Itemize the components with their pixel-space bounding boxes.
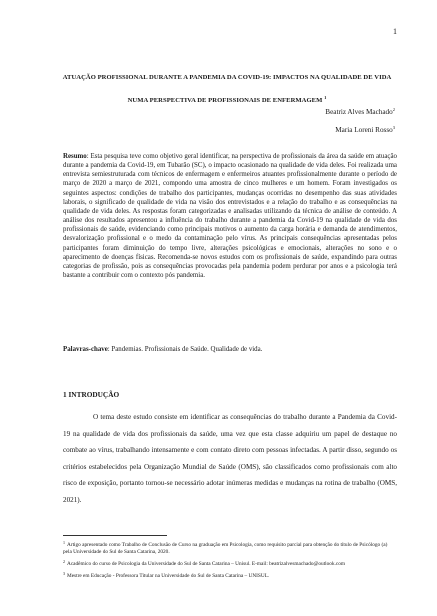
footnote-1-mark: 1 [63, 540, 65, 545]
author-2-mark: 3 [392, 125, 395, 130]
author-1-mark: 2 [392, 107, 395, 112]
abstract-text: : Esta pesquisa teve como objetivo geral identificar, na perspectiva de profissionais da área da saúde em atuação durante a pandemia da Covid-19, em Tubarão (SC), o impacto ocasionado na qualidade de vida deles. Foi realizada uma entrevista semiestruturada com técnicos de enfermagem e enfermeiros atuantes profissionalmente durante o período de março de 2020 a março de 2021, compondo uma amostra de cinco mulheres e um homem. Foram investigados os seguintes aspectos: condições de trabalho dos participantes, mudanças ocorridas no desempenho das suas atividades laborais, o significado de qualidade de vida na visão dos entrevistados e a relação do trabalho e as consequências na qualidade de vida deles. As respostas foram categorizadas e analisadas utilizando da técnica de análise de conteúdo. A análise dos resultados apresentou a influência do trabalho durante a pandemia da Covid-19 na qualidade de vida dos profissionais de saúde, evidenciando como principais motivos o aumento da carga horária e demanda de atendimentos, desvalorização profissional e o medo da contaminação pelo vírus. As principais consequências apresentadas pelos participantes foram diminuição do tempo livre, alterações psicológicas e emocionais, alterações no sono e o aparecimento de doenças físicas. Recomenda-se novos estudos com os profissionais de saúde, expandindo para outras categorias de profissão, pois as consequências provocadas pela pandemia podem perdurar por anos e a psicologia terá bastante a contribuir com o contexto pós pandemia. [63, 153, 397, 280]
paper-title [55, 68, 399, 111]
footnotes [63, 539, 397, 581]
intro-paragraph: O tema deste estudo consiste em identificar as consequências do trabalho durante a Pandemia da Covid-19 na qualidade de vida dos profissionais da saúde, uma vez que esta classe adquiriu um papel de destaque no combate ao vírus, trabalhando intensamente e com contato direto com pessoas infectadas. A partir disso, segundo os critérios estabelecidos pela Organização Mundial de Saúde (OMS), são classificados como profissionais com alto risco de exposição, portanto tornou-se necessário adotar inúmeras medidas e mudanças na rotina de trabalho (OMS, 2021). [63, 413, 397, 504]
footnote-1 [63, 539, 397, 556]
footnote-3-text: Mestre em Educação - Professora Titular na Universidade do Sul de Santa Catarina – UNISUL. [67, 572, 270, 579]
abstract-label: Resumo [63, 153, 87, 160]
footnote-3-mark: 3 [63, 570, 65, 576]
footnote-1-text: Artigo apresentado como Trabalho de Conclusão de Curso na graduação em Psicologia, como requisito parcial para obtenção do título de Psicólogo (a) pela Universidade do Sul de Santa Catarina, 2020. [63, 542, 388, 556]
section-heading: 1 INTRODUÇÃO [63, 390, 120, 399]
author-1 [325, 107, 395, 116]
footnote-divider [63, 535, 167, 536]
author-1-name: Beatriz Alves Machado [325, 108, 393, 116]
page-number: 1 [393, 27, 397, 36]
keywords-label: Palavras-chave [63, 346, 108, 353]
author-2-name: Maria Loreni Rosso [335, 126, 393, 134]
title-footnote-mark: 1 [324, 95, 327, 100]
author-2 [335, 125, 395, 134]
footnote-3 [63, 570, 397, 580]
keywords [63, 346, 397, 353]
footnote-2-text: Acadêmico do curso de Psicologia da Universidade do Sul de Santa Catarina – Unisul. E-mail: beatrizalvesmachado@outlook.com [67, 560, 346, 567]
keywords-text: : Pandemias. Profissionais de Saúde. Qualidade de vida. [107, 346, 263, 353]
paper-title-text: ATUAÇÃO PROFISSIONAL DURANTE A PANDEMIA DA COVID-19: IMPACTOS NA QUALIDADE DE VIDA NUMA PERSPECTIVA DE PROFISSIONAIS DE ENFERMAGEM [62, 74, 392, 104]
abstract [63, 152, 397, 280]
footnote-2-mark: 2 [63, 558, 65, 564]
footnote-2 [63, 558, 397, 568]
